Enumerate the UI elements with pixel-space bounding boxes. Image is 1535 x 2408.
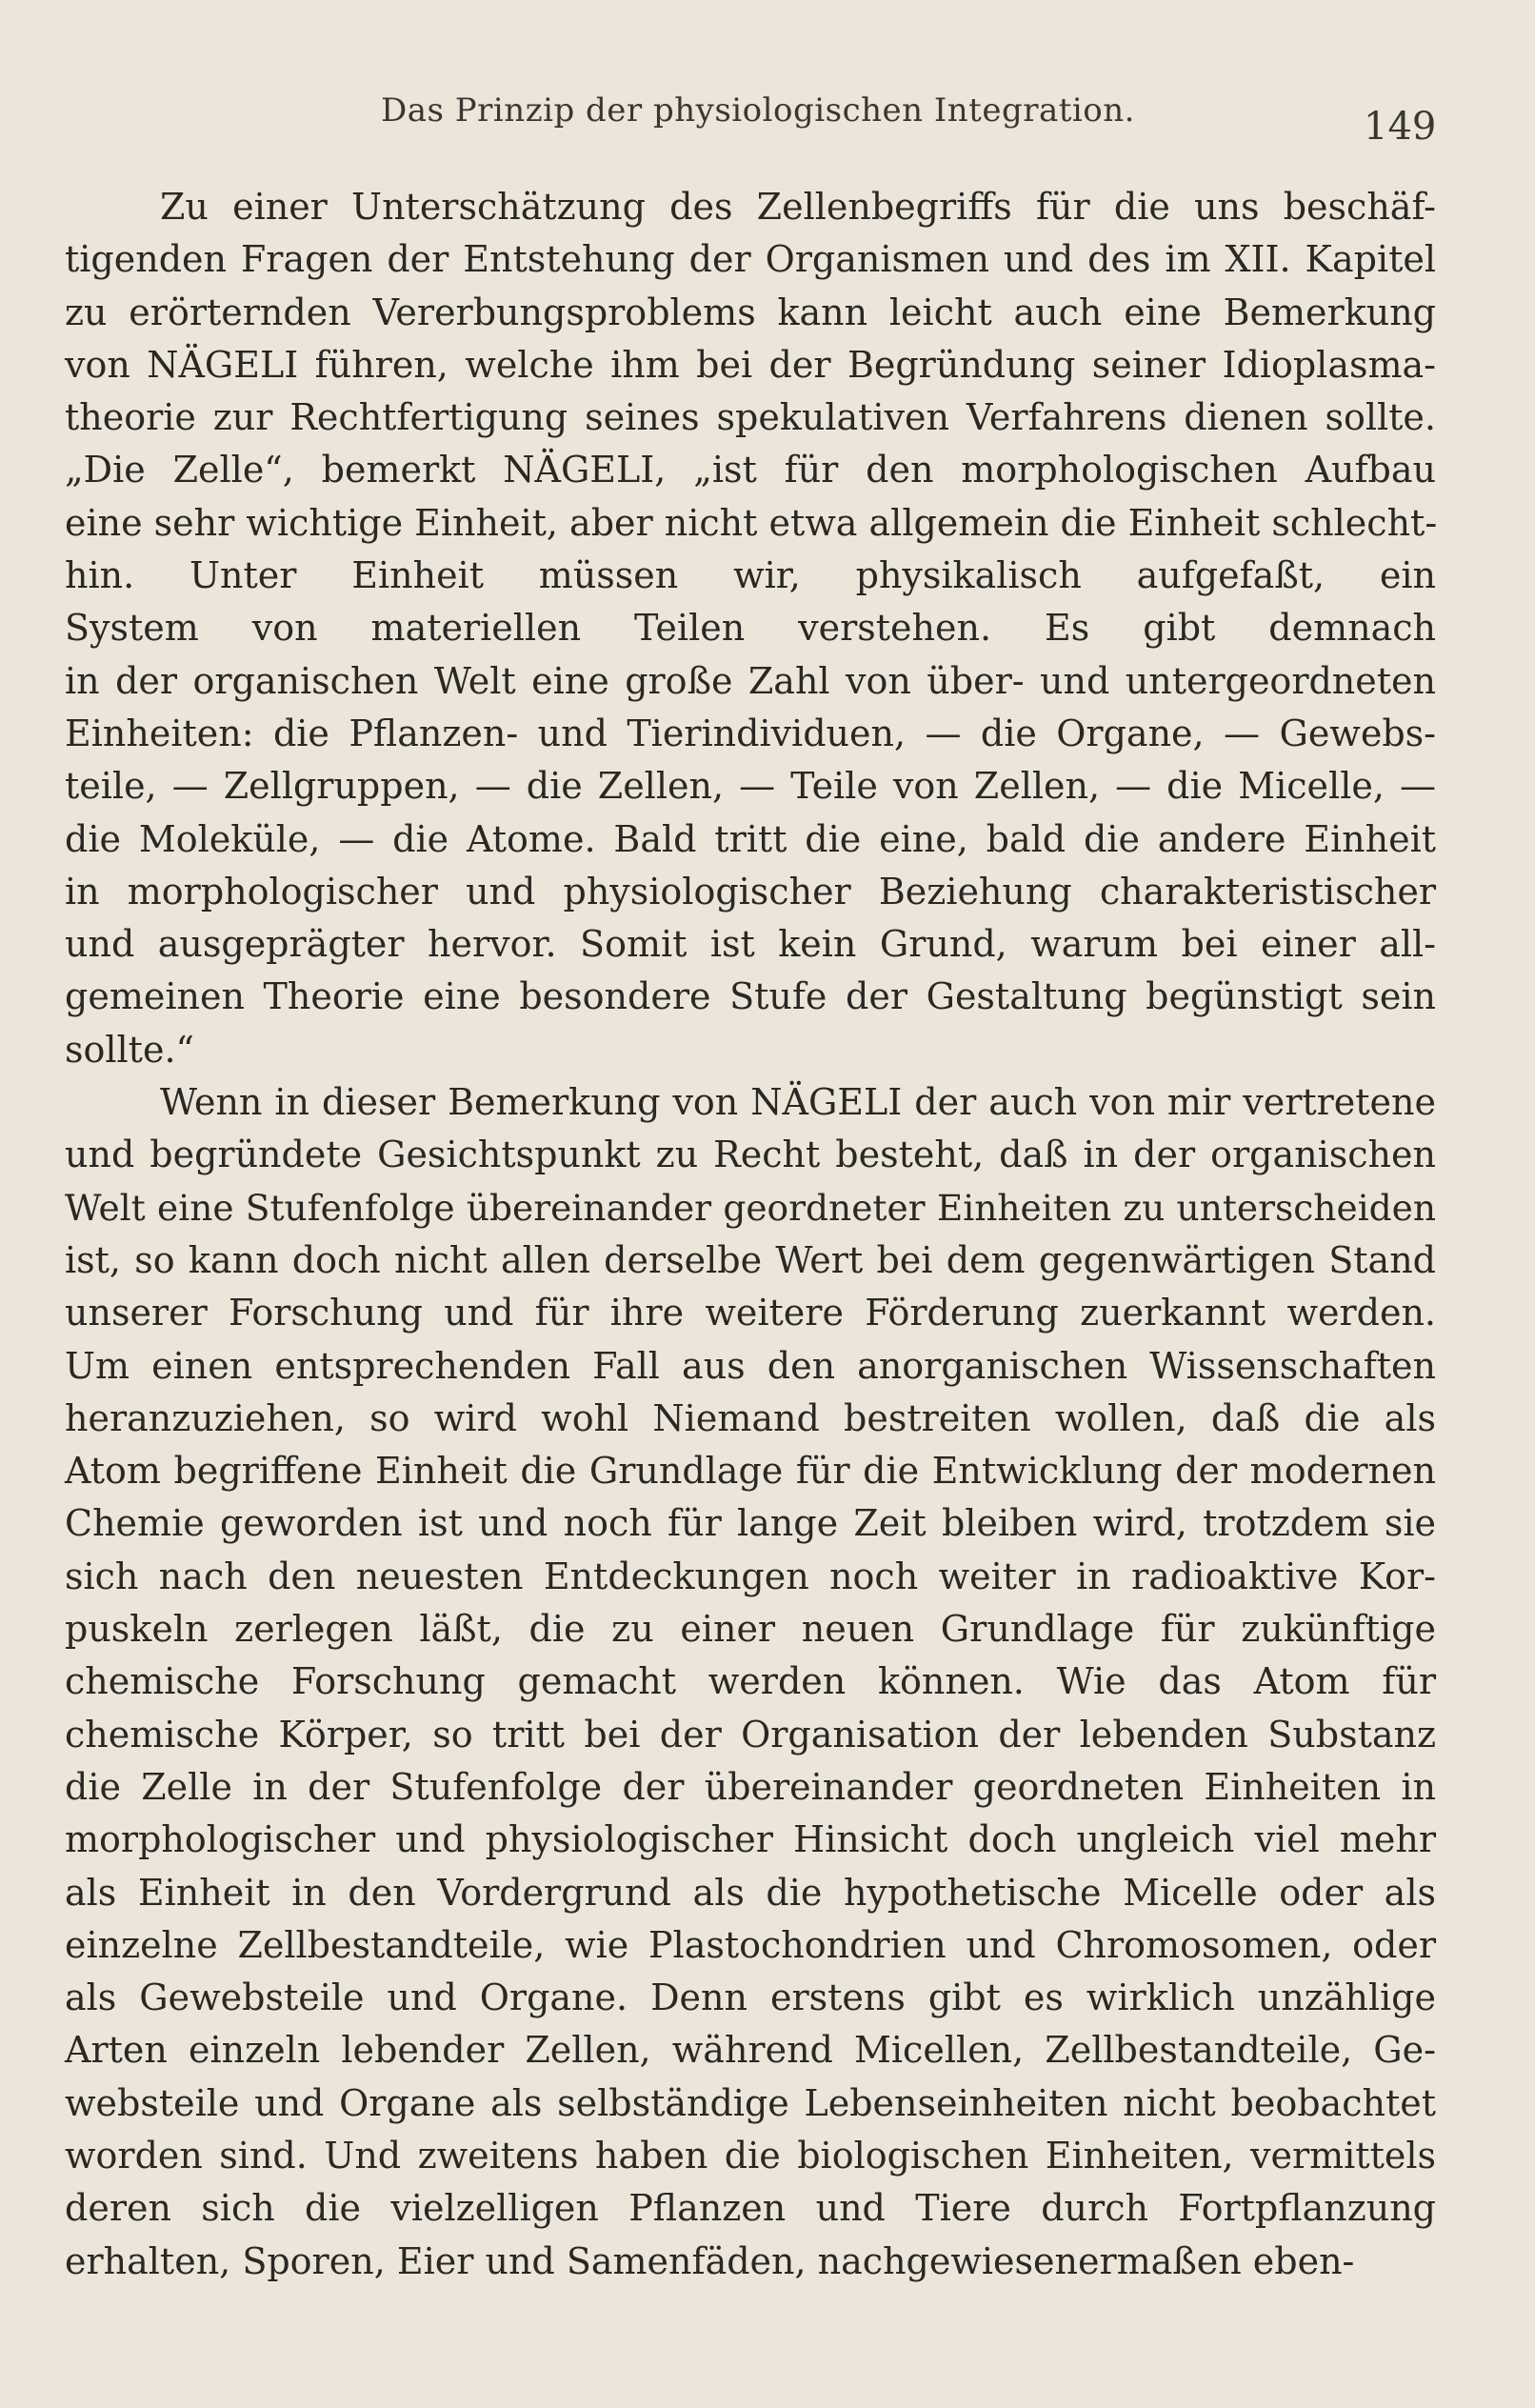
text-line: unserer Forschung und für ihre weitere Förderung zuerkannt werden. [65,1292,1436,1334]
text-line: worden sind. Und zweitens haben die biologischen Einheiten, vermittels [65,2134,1436,2177]
text-line: websteile und Organe als selbständige Lebenseinheiten nicht beobachtet [65,2081,1436,2124]
text-line: Um einen entsprechenden Fall aus den anorganischen Wissenschaften [65,1344,1436,1387]
text-line: chemische Forschung gemacht werden können. Wie das Atom für [65,1660,1436,1703]
text-line: ist, so kann doch nicht allen derselbe Wert bei dem gegenwärtigen Stand [65,1238,1436,1281]
text-line: Wenn in dieser Bemerkung von NÄGELI der auch von mir vertretene [160,1081,1436,1124]
text-line: als Gewebsteile und Organe. Denn erstens gibt es wirklich unzählige [65,1977,1436,2019]
text-line: als Einheit in den Vordergrund als die hypothetische Micelle oder als [65,1871,1436,1914]
text-line: Welt eine Stufenfolge übereinander geordneter Einheiten zu unterscheiden [65,1186,1436,1229]
text-line: und ausgeprägter hervor. Somit ist kein Grund, warum bei einer all- [65,923,1436,966]
text-line: tigenden Fragen der Entstehung der Organismen und des im XII. Kapitel [65,238,1436,281]
text-line: zu erörternden Vererbungsproblems kann leicht auch eine Bemerkung [65,291,1436,333]
text-line: „Die Zelle“, bemerkt NÄGELI, „ist für den morphologischen Aufbau [65,449,1436,492]
text-line: die Moleküle, — die Atome. Bald tritt die eine, bald die andere Einheit [65,817,1436,860]
running-head: Das Prinzip der physiologischen Integration. [381,91,1135,130]
text-line: hin. Unter Einheit müssen wir, physikalisch aufgefaßt, ein [65,554,1436,597]
text-line: Arten einzeln lebender Zellen, während Micellen, Zellbestandteile, Ge- [65,2029,1436,2072]
text-line: System von materiellen Teilen verstehen. Es gibt demnach [65,607,1436,650]
text-line: eine sehr wichtige Einheit, aber nicht etwa allgemein die Einheit schlecht- [65,501,1438,544]
text-line: teile, — Zellgruppen, — die Zellen, — Teile von Zellen, — die Micelle, — [65,765,1436,808]
text-line: morphologischer und physiologischer Hinsicht doch ungleich viel mehr [65,1818,1436,1861]
text-line: sollte.“ [65,1028,194,1071]
text-line: einzelne Zellbestandteile, wie Plastochondrien und Chromosomen, oder [65,1923,1436,1966]
text-line: in morphologischer und physiologischer Beziehung charakteristischer [65,870,1436,913]
page-number: 149 [1364,105,1437,149]
text-line: Atom begriffene Einheit die Grundlage für die Entwicklung der modernen [65,1450,1436,1493]
text-line: theorie zur Rechtfertigung seines spekulativen Verfahrens dienen sollte. [65,396,1436,439]
text-line: heranzuziehen, so wird wohl Niemand bestreiten wollen, daß die als [65,1396,1436,1439]
text-line: sich nach den neuesten Entdeckungen noch weiter in radioaktive Kor- [65,1555,1436,1597]
text-line: die Zelle in der Stufenfolge der übereinander geordneten Einheiten in [65,1765,1436,1808]
text-line: puskeln zerlegen läßt, die zu einer neuen Grundlage für zukünftige [65,1608,1436,1651]
text-line: Chemie geworden ist und noch für lange Zeit bleiben wird, trotzdem sie [65,1502,1436,1545]
body-text [65,181,1436,2288]
text-line: chemische Körper, so tritt bei der Organisation der lebenden Substanz [65,1713,1436,1756]
paragraph [65,1076,1436,2288]
text-line: von NÄGELI führen, welche ihm bei der Begründung seiner Idioplasma- [65,343,1436,386]
text-line: und begründete Gesichtspunkt zu Recht besteht, daß in der organischen [65,1134,1436,1176]
text-line: deren sich die vielzelligen Pflanzen und Tiere durch Fortpflanzung [65,2187,1436,2230]
text-line: Zu einer Unterschätzung des Zellenbegriffs für die uns beschäf- [160,186,1436,228]
text-line: erhalten, Sporen, Eier und Samenfäden, nachgewiesenermaßen eben- [65,2239,1355,2282]
text-line: gemeinen Theorie eine besondere Stufe der Gestaltung begünstigt sein [65,975,1436,1018]
text-line: in der organischen Welt eine große Zahl von über- und untergeordneten [65,659,1436,702]
text-line: Einheiten: die Pflanzen- und Tierindividuen, — die Organe, — Gewebs- [65,712,1436,754]
paragraph [65,181,1436,1076]
